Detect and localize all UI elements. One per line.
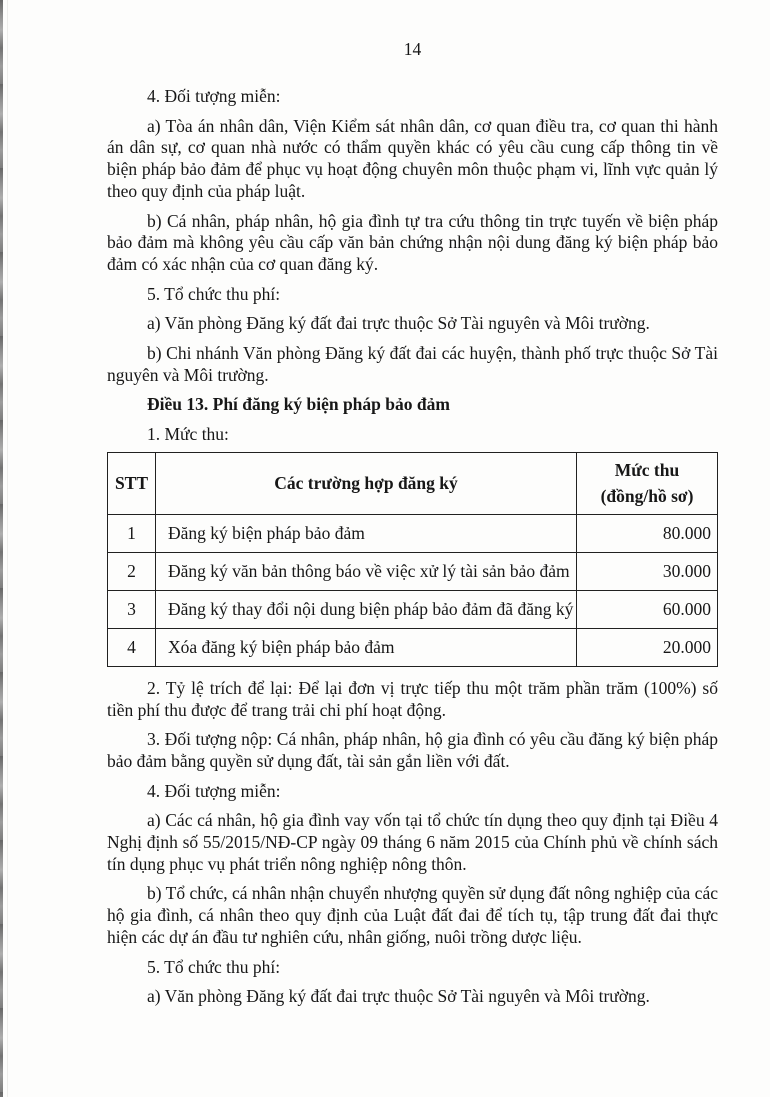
paragraph-section4-item-b: b) Cá nhân, pháp nhân, hộ gia đình tự tra cứu thông tin trực tuyến về biện pháp bảo đảm mà không yêu cầu cấp văn bản chứng nhận nội dung đăng ký biện pháp bảo đảm có xác nhận của cơ quan đăng ký. — [107, 210, 718, 274]
fee-table-header-fee-title: Mức thu — [614, 460, 680, 481]
paragraph-section5-item-b: b) Chi nhánh Văn phòng Đăng ký đất đai các huyện, thành phố trực thuộc Sở Tài nguyên và Môi trường. — [107, 343, 718, 385]
row-1-stt: 1 — [108, 514, 156, 552]
fee-table-row-4 — [108, 628, 718, 666]
row-2-case: Đăng ký văn bản thông báo về việc xử lý tài sản bảo đảm — [156, 552, 577, 590]
page-number: 14 — [403, 39, 422, 59]
fee-table-row-3 — [108, 590, 718, 628]
fee-table-header-cases: Các trường hợp đăng ký — [156, 452, 577, 514]
fee-table — [107, 452, 718, 667]
row-3-case: Đăng ký thay đổi nội dung biện pháp bảo đảm đã đăng ký — [156, 590, 577, 628]
fee-table-header-fee-unit: (đồng/hồ sơ) — [600, 486, 694, 507]
fee-table-header-fee — [577, 452, 718, 514]
paragraph-section4-exempt-heading-2: 4. Đối tượng miễn: — [147, 780, 281, 801]
row-2-stt: 2 — [108, 552, 156, 590]
text-column — [107, 0, 718, 1008]
paragraph-section4-item-a-2: a) Các cá nhân, hộ gia đình vay vốn tại tổ chức tín dụng theo quy định tại Điều 4 Nghị định số 55/2015/NĐ-CP ngày 09 tháng 6 năm 2015 của Chính phủ về chính sách tín dụng phục vụ phát triển nông nghiệp nông thôn. — [107, 810, 718, 874]
paragraph-section5-item-a: a) Văn phòng Đăng ký đất đai trực thuộc Sở Tài nguyên và Môi trường. — [147, 313, 650, 334]
paragraph-section4-item-a: a) Tòa án nhân dân, Viện Kiểm sát nhân dân, cơ quan điều tra, cơ quan thi hành án dân sự, cơ quan nhà nước có thẩm quyền khác có yêu cầu cung cấp thông tin về biện pháp bảo đảm để phục vụ hoạt động chuyên môn thuộc phạm vi, lĩnh vực quản lý theo quy định của pháp luật. — [107, 115, 718, 201]
row-4-case: Xóa đăng ký biện pháp bảo đảm — [156, 628, 577, 666]
row-1-fee: 80.000 — [577, 514, 718, 552]
row-1-case: Đăng ký biện pháp bảo đảm — [156, 514, 577, 552]
paragraph-section4-exempt-heading: 4. Đối tượng miễn: — [147, 86, 281, 106]
fee-table-row-1 — [108, 514, 718, 552]
fee-table-row-2 — [108, 552, 718, 590]
paragraph-fee-level-heading: 1. Mức thu: — [147, 424, 229, 445]
scan-shadow-line — [7, 0, 8, 1097]
row-3-stt: 3 — [108, 590, 156, 628]
row-4-stt: 4 — [108, 628, 156, 666]
scan-edge-artifact — [0, 0, 3, 1097]
row-3-fee: 60.000 — [577, 590, 718, 628]
fee-table-header-row — [108, 452, 718, 514]
paragraph-section5-collectors-heading: 5. Tổ chức thu phí: — [147, 283, 281, 304]
fee-table-header-stt: STT — [108, 452, 156, 514]
row-4-fee: 20.000 — [577, 628, 718, 666]
paragraph-section5-item-a-2: a) Văn phòng Đăng ký đất đai trực thuộc Sở Tài nguyên và Môi trường. — [147, 986, 650, 1007]
paragraph-section4-item-b-2: b) Tổ chức, cá nhân nhận chuyển nhượng quyền sử dụng đất nông nghiệp của các hộ gia đình, cá nhân theo quy định của Luật đất đai để tích tụ, tập trung đất đai thực hiện các dự án đầu tư nghiên cứu, nhân giống, nuôi trồng dược liệu. — [107, 883, 718, 947]
article-13-heading: Điều 13. Phí đăng ký biện pháp bảo đảm — [147, 394, 450, 415]
paragraph-section5-collectors-heading-2: 5. Tổ chức thu phí: — [147, 956, 281, 977]
row-2-fee: 30.000 — [577, 552, 718, 590]
paragraph-section2-retention: 2. Tỷ lệ trích để lại: Để lại đơn vị trực tiếp thu một trăm phần trăm (100%) số tiền phí thu được để trang trải chi phí hoạt động. — [107, 677, 718, 720]
paragraph-section3-payers: 3. Đối tượng nộp: Cá nhân, pháp nhân, hộ gia đình có yêu cầu đăng ký biện pháp bảo đảm bằng quyền sử dụng đất, tài sản gắn liền với đất. — [107, 729, 718, 771]
